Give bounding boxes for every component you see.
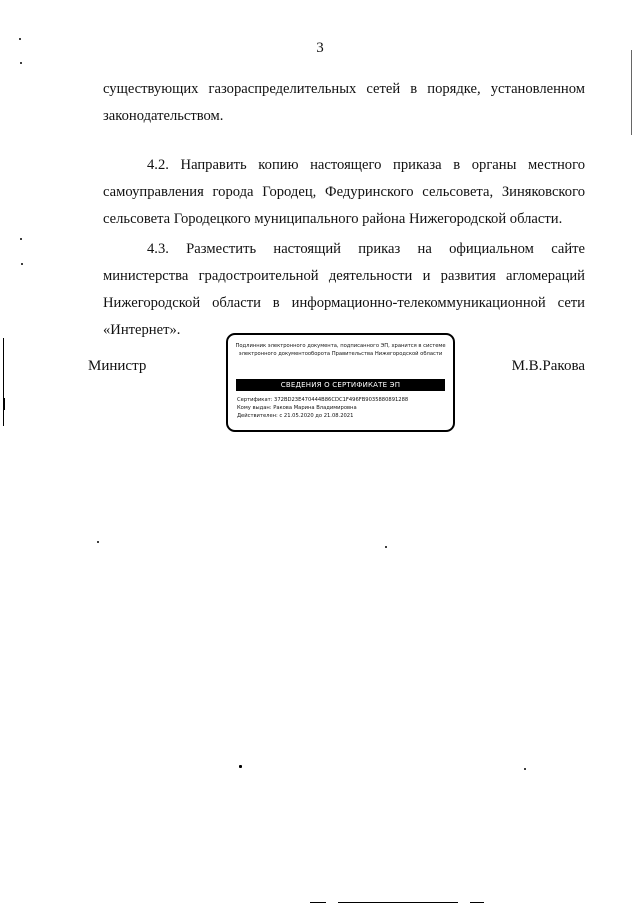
signer-name: М.В.Ракова (511, 358, 585, 374)
signer-role: Министр (88, 358, 147, 374)
body-paragraph: 4.3. Разместить настоящий приказ на официальном сайте министерства градостроительной деятельности и развития агломераций Нижегородской области в информационно-телекоммуникационной сети «Интернет». (103, 241, 585, 338)
scan-dot (20, 62, 22, 64)
page-number: 3 (316, 40, 324, 56)
scan-dot (97, 541, 99, 543)
stamp-note: Подлинник электронного документа, подписанного ЭП, хранится в системе электронного документооборота Правительства Нижегородской области (235, 343, 446, 357)
body-paragraph: существующих газораспределительных сетей в порядке, установленном законодательством. (103, 81, 585, 124)
stamp-header: СВЕДЕНИЯ О СЕРТИФИКАТЕ ЭП (236, 379, 445, 391)
stamp-details (237, 396, 447, 420)
scan-dot (385, 546, 387, 548)
footer-line (310, 902, 326, 903)
footer-line (470, 902, 484, 903)
stamp-certificate: Сертификат: 372BD23E470444B86CDC1F496FB9035880891288 (237, 397, 409, 403)
right-edge-mark (631, 50, 632, 135)
stamp-owner: Кому выдан: Ракова Марина Владимировна (237, 405, 357, 411)
left-edge-mark (3, 338, 4, 426)
body-paragraph: 4.2. Направить копию настоящего приказа в органы местного самоуправления города Городец, Федуринского сельсовета, Зиняковского сельсовета Городецкого муниципального района Нижегородской области. (103, 157, 585, 227)
scan-dot (19, 38, 21, 40)
stamp-validity: Действителен: с 21.05.2020 до 21.08.2021 (237, 413, 354, 419)
scan-dot (21, 263, 23, 265)
left-edge-mark (3, 398, 5, 410)
scan-dot (239, 765, 242, 768)
scan-dot (524, 768, 526, 770)
electronic-signature-stamp (226, 333, 455, 432)
footer-line (338, 902, 458, 903)
scan-dot (20, 238, 22, 240)
